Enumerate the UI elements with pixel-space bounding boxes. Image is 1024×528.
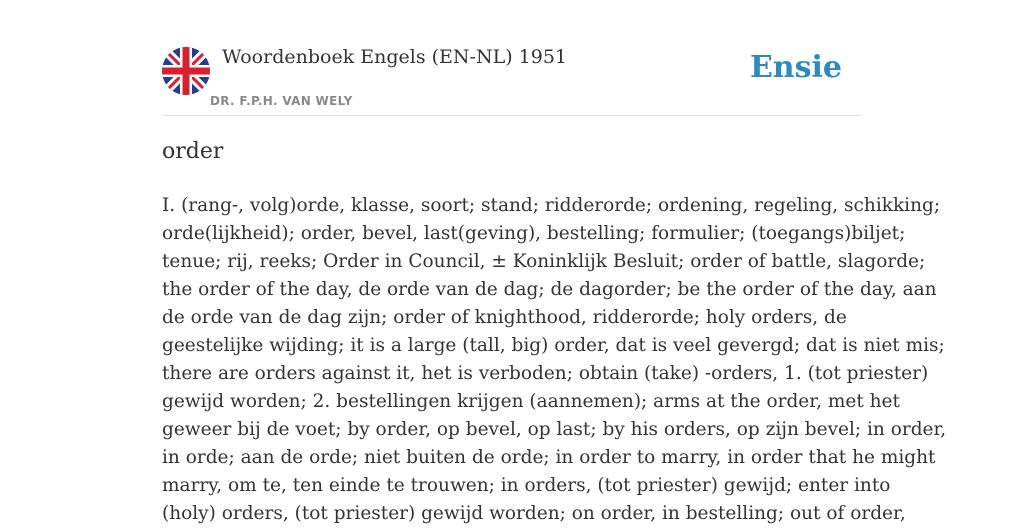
definition-line: there are orders against it, het is verboden; obtain (take) -orders, 1. (tot priester) (162, 363, 929, 384)
definition-line: I. (rang-, volg)orde, klasse, soort; stand; ridderorde; ordening, regeling, schikking; (162, 195, 941, 216)
ensie-logo[interactable]: Ensie (749, 50, 842, 85)
definition-line: tenue; rij, reeks; Order in Council, ± Koninklijk Besluit; order of battle, slagorde; (162, 251, 926, 272)
uk-flag-icon (162, 47, 210, 95)
definition-line: (holy) orders, (tot priester) gewijd worden; on order, in bestelling; out of order, (162, 503, 906, 524)
definition-line: the order of the day, de orde van de dag; de dagorder; be the order of the day, aan (162, 279, 937, 300)
definition-line: orde(lijkheid); order, bevel, last(geving), bestelling; formulier; (toegangs)biljet; (162, 223, 906, 244)
definition-line: de orde van de dag zijn; order of knighthood, ridderorde; holy orders, de (162, 307, 847, 328)
definition-line: geestelijke wijding; it is a large (tall, big) order, dat is veel gevergd; dat is niet mis; (162, 335, 945, 356)
definition-line: gewijd worden; 2. bestellingen krijgen (aannemen); arms at the order, met het (162, 391, 900, 412)
dictionary-header (162, 44, 862, 116)
entry-headword: order (162, 139, 224, 164)
definition-line: in orde; aan de orde; niet buiten de orde; in order to marry, in order that he might (162, 447, 936, 468)
dictionary-author: DR. F.P.H. VAN WELY (210, 94, 353, 108)
definition-line: geweer bij de voet; by order, op bevel, op last; by his orders, op zijn bevel; in order, (162, 419, 947, 440)
definition-line: marry, om te, ten einde te trouwen; in orders, (tot priester) gewijd; enter into (162, 475, 891, 496)
entry-definition (162, 192, 947, 528)
dictionary-title[interactable]: Woordenboek Engels (EN-NL) 1951 (222, 46, 567, 68)
